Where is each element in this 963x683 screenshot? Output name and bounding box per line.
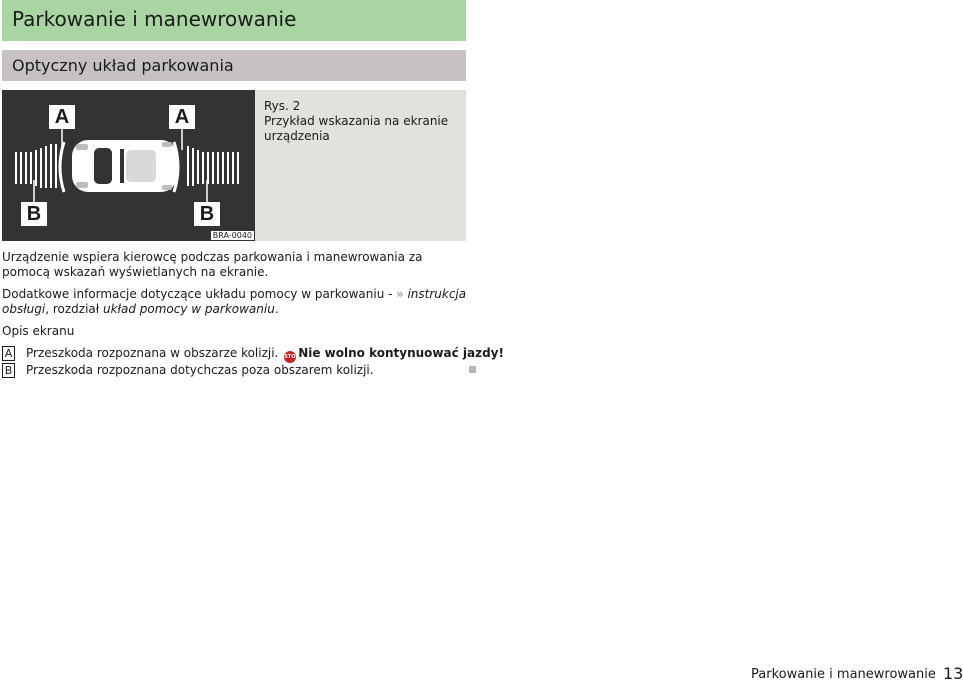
legend-item-b [2,363,374,378]
figure-code: BRA-0040 [212,231,252,240]
reference-mid: , rozdział [45,302,103,316]
car-top-view [72,140,177,192]
figure-caption [264,99,464,144]
label-b-right: B [194,202,220,226]
legend-item-a [2,346,504,363]
chapter-title: Parkowanie i manewrowanie [12,7,297,31]
footer-title: Parkowanie i manewrowanie [751,667,936,682]
label-a-right: A [169,105,195,129]
legend-text-b: Przeszkoda rozpoznana dotychczas poza obszarem kolizji. [26,363,374,377]
legend-warning: Nie wolno kontynuować jazdy! [298,346,504,360]
chapter-header [2,0,466,41]
sensor-segments-left [15,144,57,188]
page-number: 13 [943,664,963,683]
section-end-marker [469,366,476,373]
stop-icon: STOP [284,351,296,363]
figure-number: Rys. 2 [264,99,301,113]
section-title: Optyczny układ parkowania [12,56,234,75]
reference-end: . [274,302,279,316]
legend-key-a: A [2,346,15,361]
reference-manual-link[interactable]: instrukcja obsługi [2,287,467,316]
label-b-left: B [21,202,47,226]
legend-text-a: Przeszkoda rozpoznana w obszarze kolizji. [26,346,279,360]
intro-paragraph: Urządzenie wspiera kierowcę podczas parkowania i manewrowania za pomocą wskazań wyświetlanych na ekranie. [2,250,423,279]
figure-description: Przykład wskazania na ekranie urządzenia [264,114,449,143]
sensor-segments-right [187,146,239,186]
legend-heading: Opis ekranu [2,324,75,338]
reference-chapter: układ pomocy w parkowaniu [103,302,275,316]
label-a-left: A [49,105,75,129]
legend-key-b: B [2,363,15,378]
reference-paragraph [2,287,468,317]
figure [2,90,466,241]
reference-arrow-icon: » [396,287,404,301]
section-header [2,50,466,81]
reference-text: Dodatkowe informacje dotyczące układu pomocy w parkowaniu - [2,287,397,301]
sensor-arc-left [60,142,64,192]
parking-display-illustration [2,90,255,241]
